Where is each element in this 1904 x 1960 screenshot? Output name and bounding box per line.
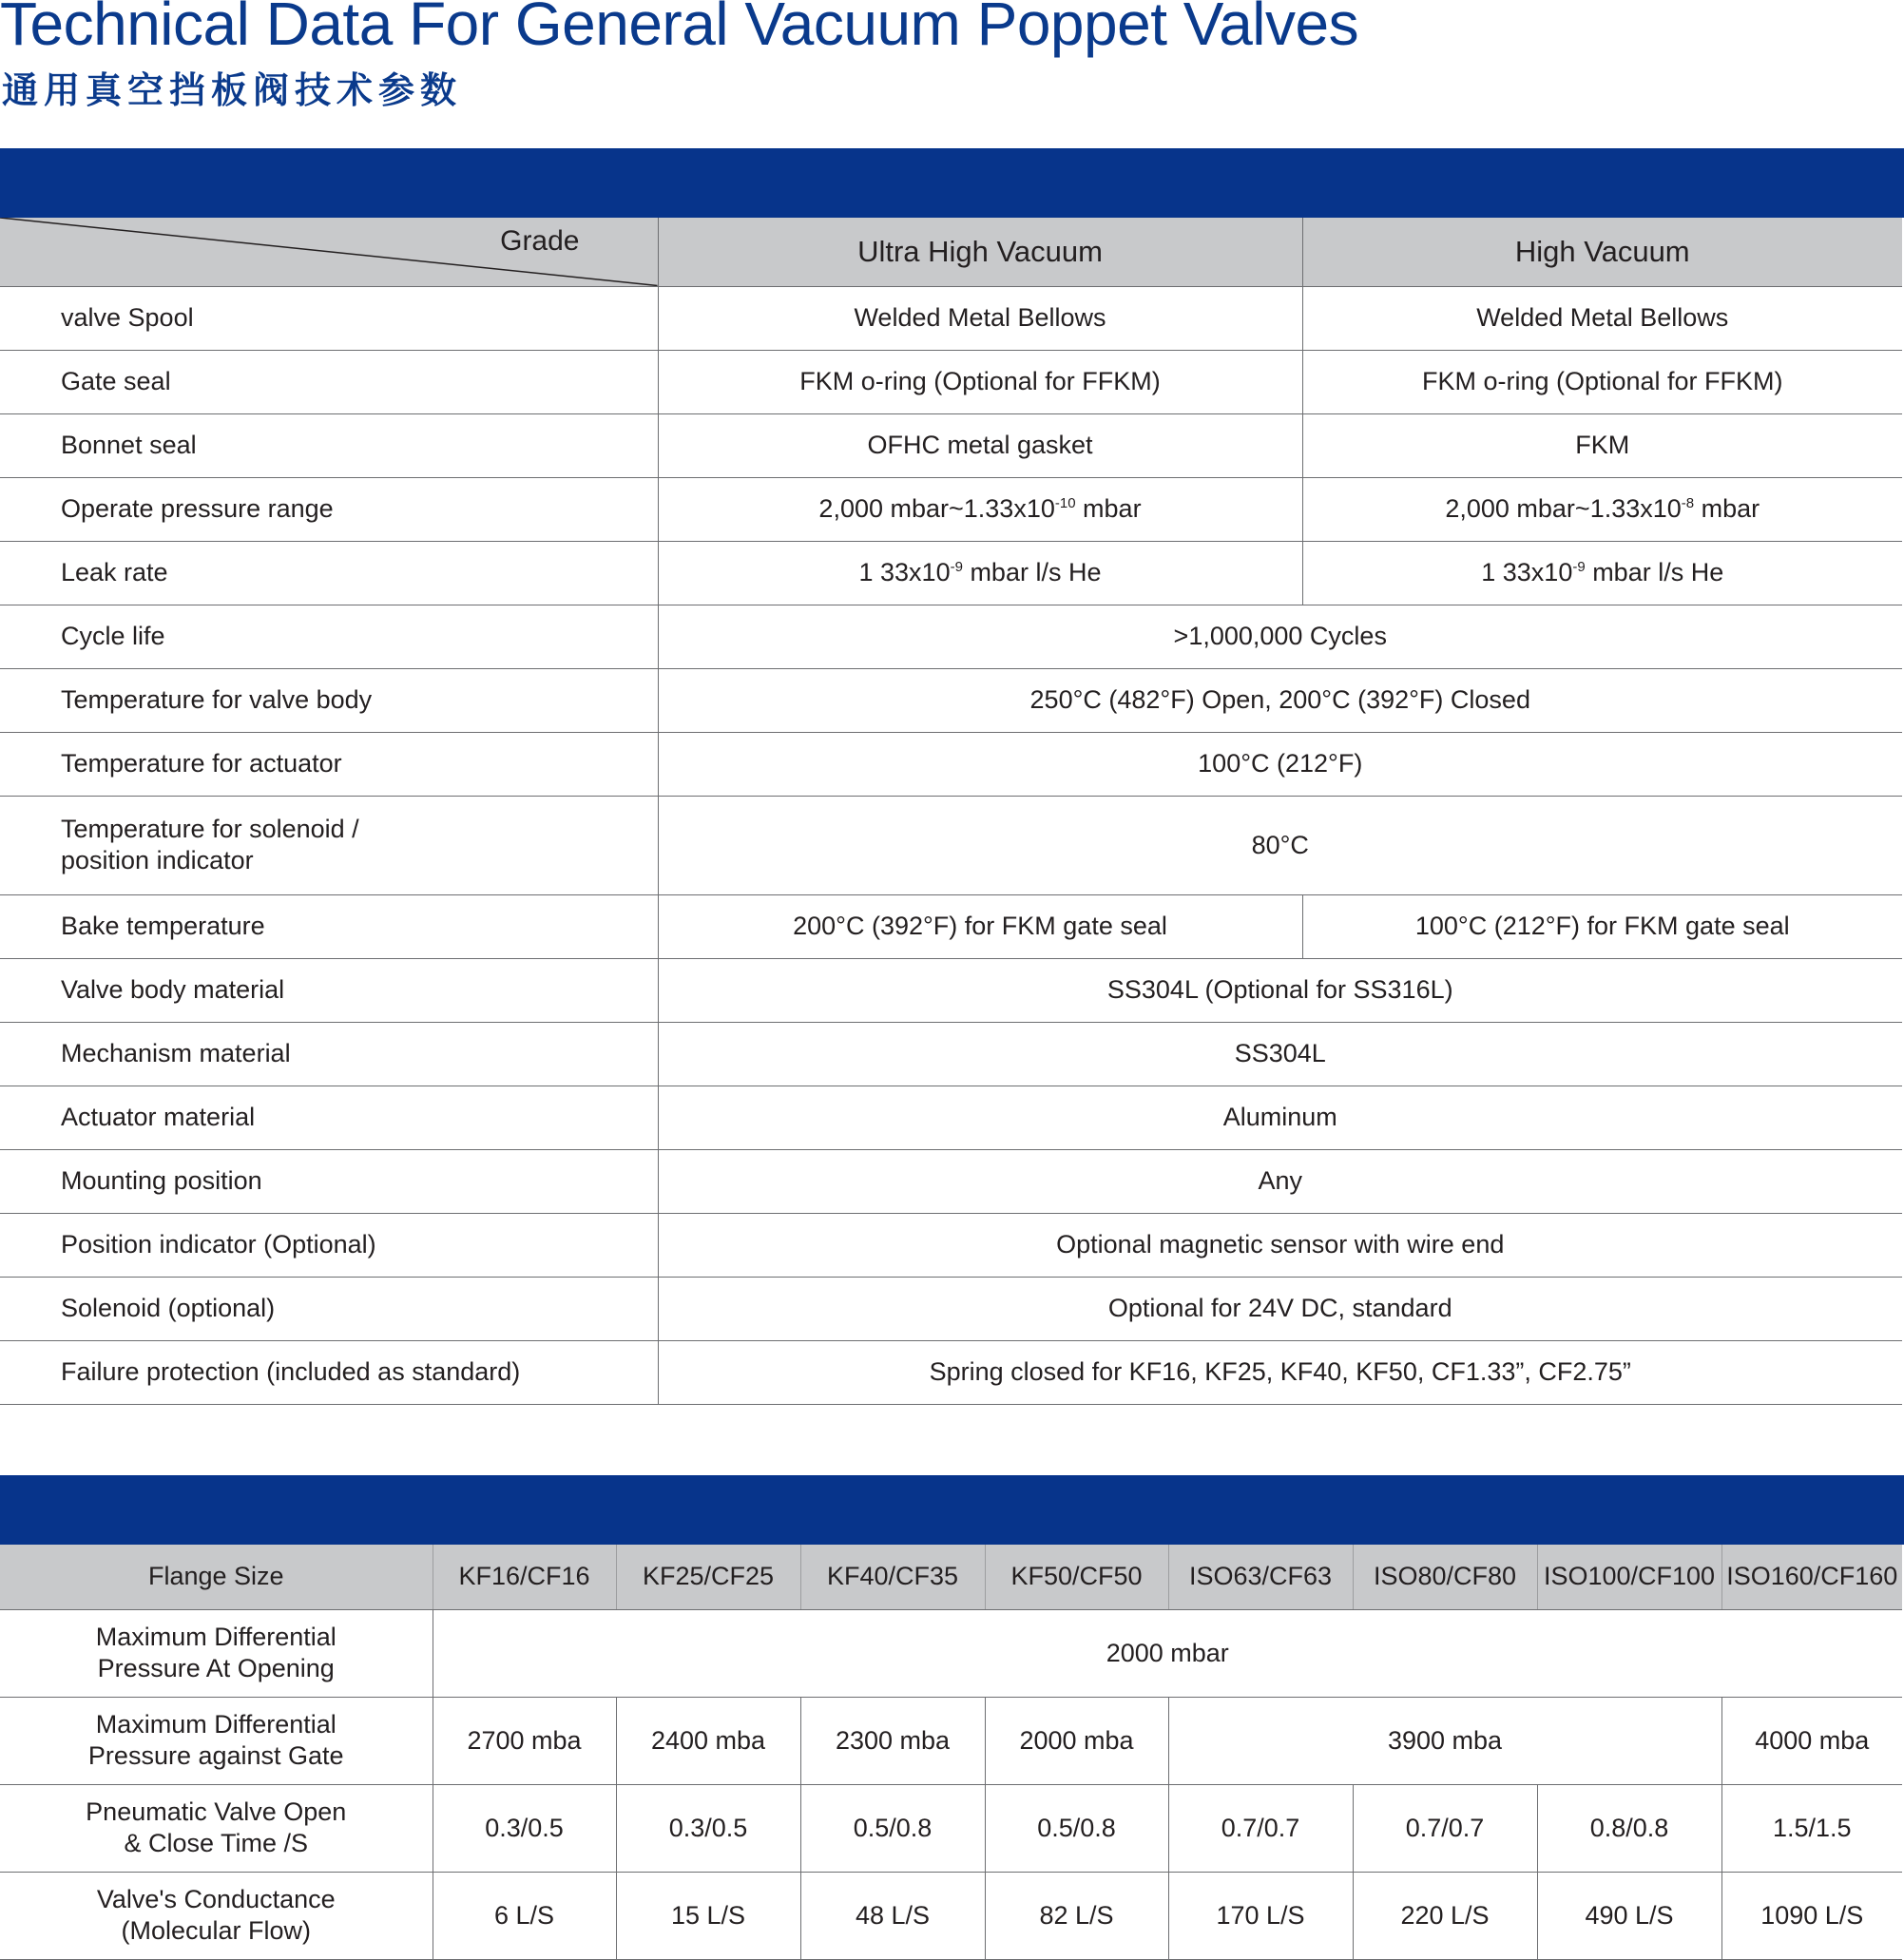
- cell-hv: [1302, 477, 1902, 541]
- value-text: 2,000 mbar~1.33x10: [818, 494, 1055, 523]
- cell-hv: Welded Metal Bellows: [1302, 286, 1902, 350]
- table-cell: 0.5/0.8: [800, 1784, 985, 1872]
- cell-uhv: 200°C (392°F) for FKM gate seal: [658, 894, 1302, 958]
- cell-merged: Any: [658, 1149, 1902, 1213]
- row-label: [0, 1609, 433, 1697]
- unit-text: mbar: [1075, 494, 1142, 523]
- section-band-specs: [0, 148, 1904, 218]
- cell-merged: 80°C: [658, 796, 1902, 894]
- table-cell: 0.8/0.8: [1537, 1784, 1721, 1872]
- table-cell: 2700 mba: [433, 1697, 616, 1784]
- table-cell: 82 L/S: [985, 1872, 1168, 1959]
- row-label: Cycle life: [0, 605, 658, 668]
- cell-hv: FKM: [1302, 413, 1902, 477]
- flange-size-cell: KF50/CF50: [985, 1545, 1168, 1609]
- row-label: Temperature for actuator: [0, 732, 658, 796]
- page-title: Technical Data For General Vacuum Poppet Valves: [0, 0, 1359, 58]
- flange-size-cell: KF40/CF35: [800, 1545, 985, 1609]
- flange-size-cell: ISO80/CF80: [1353, 1545, 1537, 1609]
- cell-merged: 100°C (212°F): [658, 732, 1902, 796]
- row-label: Temperature for valve body: [0, 668, 658, 732]
- row-label: Bonnet seal: [0, 413, 658, 477]
- row-label: [0, 1784, 433, 1872]
- table-cell: 220 L/S: [1353, 1872, 1537, 1959]
- column-header-hv: High Vacuum: [1302, 218, 1902, 286]
- cell-merged: Optional for 24V DC, standard: [658, 1277, 1902, 1340]
- table-row: [0, 1086, 1902, 1149]
- exponent: -10: [1054, 495, 1076, 511]
- table-row: [0, 1609, 1902, 1697]
- row-label-line: (Molecular Flow): [121, 1916, 312, 1945]
- row-label-line: Temperature for solenoid /: [61, 815, 359, 843]
- cell-merged: Spring closed for KF16, KF25, KF40, KF50, CF1.33”, CF2.75”: [658, 1340, 1902, 1404]
- table-row: [0, 477, 1902, 541]
- table-row: [0, 1340, 1902, 1404]
- table-cell: 2300 mba: [800, 1697, 985, 1784]
- table-row: [0, 413, 1902, 477]
- flange-size-header: Flange Size: [0, 1545, 433, 1609]
- table-cell: 170 L/S: [1168, 1872, 1353, 1959]
- cell-merged: SS304L: [658, 1022, 1902, 1086]
- table-row: [0, 1697, 1902, 1784]
- table-cell: 0.3/0.5: [616, 1784, 800, 1872]
- table-cell: 15 L/S: [616, 1872, 800, 1959]
- row-label: [0, 1697, 433, 1784]
- specs-table: [0, 218, 1902, 1405]
- row-label-line: position indicator: [61, 846, 254, 874]
- table-cell: 490 L/S: [1537, 1872, 1721, 1959]
- flange-size-cell: KF25/CF25: [616, 1545, 800, 1609]
- column-header-uhv: Ultra High Vacuum: [658, 218, 1302, 286]
- table-row: [0, 1277, 1902, 1340]
- row-label: Actuator material: [0, 1086, 658, 1149]
- cell-merged: 250°C (482°F) Open, 200°C (392°F) Closed: [658, 668, 1902, 732]
- table-row: [0, 1213, 1902, 1277]
- row-label-line: Pressure against Gate: [87, 1741, 344, 1770]
- table-row: [0, 350, 1902, 413]
- cell-uhv: [658, 541, 1302, 605]
- grade-label: Grade: [500, 225, 580, 257]
- exponent: -9: [1572, 559, 1586, 575]
- cell-merged: SS304L (Optional for SS316L): [658, 958, 1902, 1022]
- row-label: [0, 1872, 433, 1959]
- flange-size-cell: ISO63/CF63: [1168, 1545, 1353, 1609]
- row-label: Valve body material: [0, 958, 658, 1022]
- table-row: [0, 1149, 1902, 1213]
- specs-header-row: [0, 218, 1902, 286]
- table-row: [0, 1872, 1902, 1959]
- row-label: Gate seal: [0, 350, 658, 413]
- table-row: [0, 732, 1902, 796]
- exponent: -8: [1681, 495, 1695, 511]
- grade-header-cell: [0, 218, 658, 286]
- row-label: Mounting position: [0, 1149, 658, 1213]
- table-row: [0, 1022, 1902, 1086]
- row-label-line: Valve's Conductance: [96, 1885, 336, 1913]
- table-cell: 0.7/0.7: [1353, 1784, 1537, 1872]
- table-cell: 0.7/0.7: [1168, 1784, 1353, 1872]
- table-cell: 1.5/1.5: [1721, 1784, 1902, 1872]
- table-row: [0, 605, 1902, 668]
- flange-size-cell: KF16/CF16: [433, 1545, 616, 1609]
- row-label: Operate pressure range: [0, 477, 658, 541]
- cell-uhv: [658, 477, 1302, 541]
- unit-text: mbar l/s He: [1585, 558, 1724, 586]
- table-row: [0, 796, 1902, 894]
- cell-uhv: OFHC metal gasket: [658, 413, 1302, 477]
- table-cell: 4000 mba: [1721, 1697, 1902, 1784]
- value-text: 2,000 mbar~1.33x10: [1445, 494, 1682, 523]
- row-label: Failure protection (included as standard): [0, 1340, 658, 1404]
- table-cell: 6 L/S: [433, 1872, 616, 1959]
- table-cell: 48 L/S: [800, 1872, 985, 1959]
- exponent: -9: [950, 559, 963, 575]
- row-label: [0, 796, 658, 894]
- cell-merged: >1,000,000 Cycles: [658, 605, 1902, 668]
- flange-table: [0, 1545, 1902, 1960]
- cell-hv: FKM o-ring (Optional for FFKM): [1302, 350, 1902, 413]
- cell-merged: 3900 mba: [1168, 1697, 1721, 1784]
- section-band-flange: [0, 1475, 1904, 1545]
- flange-header-row: [0, 1545, 1902, 1609]
- cell-merged: Aluminum: [658, 1086, 1902, 1149]
- row-label-line: Pressure At Opening: [97, 1654, 335, 1682]
- value-text: 1 33x10: [1481, 558, 1573, 586]
- cell-hv: 100°C (212°F) for FKM gate seal: [1302, 894, 1902, 958]
- table-row: [0, 286, 1902, 350]
- unit-text: mbar: [1694, 494, 1760, 523]
- row-label: valve Spool: [0, 286, 658, 350]
- cell-merged: Optional magnetic sensor with wire end: [658, 1213, 1902, 1277]
- row-label: Solenoid (optional): [0, 1277, 658, 1340]
- value-text: 1 33x10: [858, 558, 951, 586]
- table-cell: 0.3/0.5: [433, 1784, 616, 1872]
- table-row: [0, 541, 1902, 605]
- row-label: Bake temperature: [0, 894, 658, 958]
- row-label: Mechanism material: [0, 1022, 658, 1086]
- table-row: [0, 894, 1902, 958]
- row-label: Leak rate: [0, 541, 658, 605]
- row-label-line: & Close Time /S: [124, 1829, 309, 1857]
- row-label-line: Maximum Differential: [95, 1623, 337, 1651]
- row-label-line: Maximum Differential: [95, 1710, 337, 1739]
- row-label: Position indicator (Optional): [0, 1213, 658, 1277]
- cell-hv: [1302, 541, 1902, 605]
- unit-text: mbar l/s He: [962, 558, 1102, 586]
- cell-uhv: Welded Metal Bellows: [658, 286, 1302, 350]
- table-cell: 1090 L/S: [1721, 1872, 1902, 1959]
- table-row: [0, 1784, 1902, 1872]
- table-cell: 0.5/0.8: [985, 1784, 1168, 1872]
- flange-size-cell: ISO100/CF100: [1537, 1545, 1721, 1609]
- table-cell: 2000 mba: [985, 1697, 1168, 1784]
- page-subtitle: 通用真空挡板阀技术参数: [2, 69, 463, 111]
- table-cell: 2400 mba: [616, 1697, 800, 1784]
- table-row: [0, 958, 1902, 1022]
- flange-size-cell: ISO160/CF160: [1721, 1545, 1902, 1609]
- cell-merged: 2000 mbar: [433, 1609, 1902, 1697]
- table-row: [0, 668, 1902, 732]
- cell-uhv: FKM o-ring (Optional for FFKM): [658, 350, 1302, 413]
- row-label-line: Pneumatic Valve Open: [86, 1797, 347, 1826]
